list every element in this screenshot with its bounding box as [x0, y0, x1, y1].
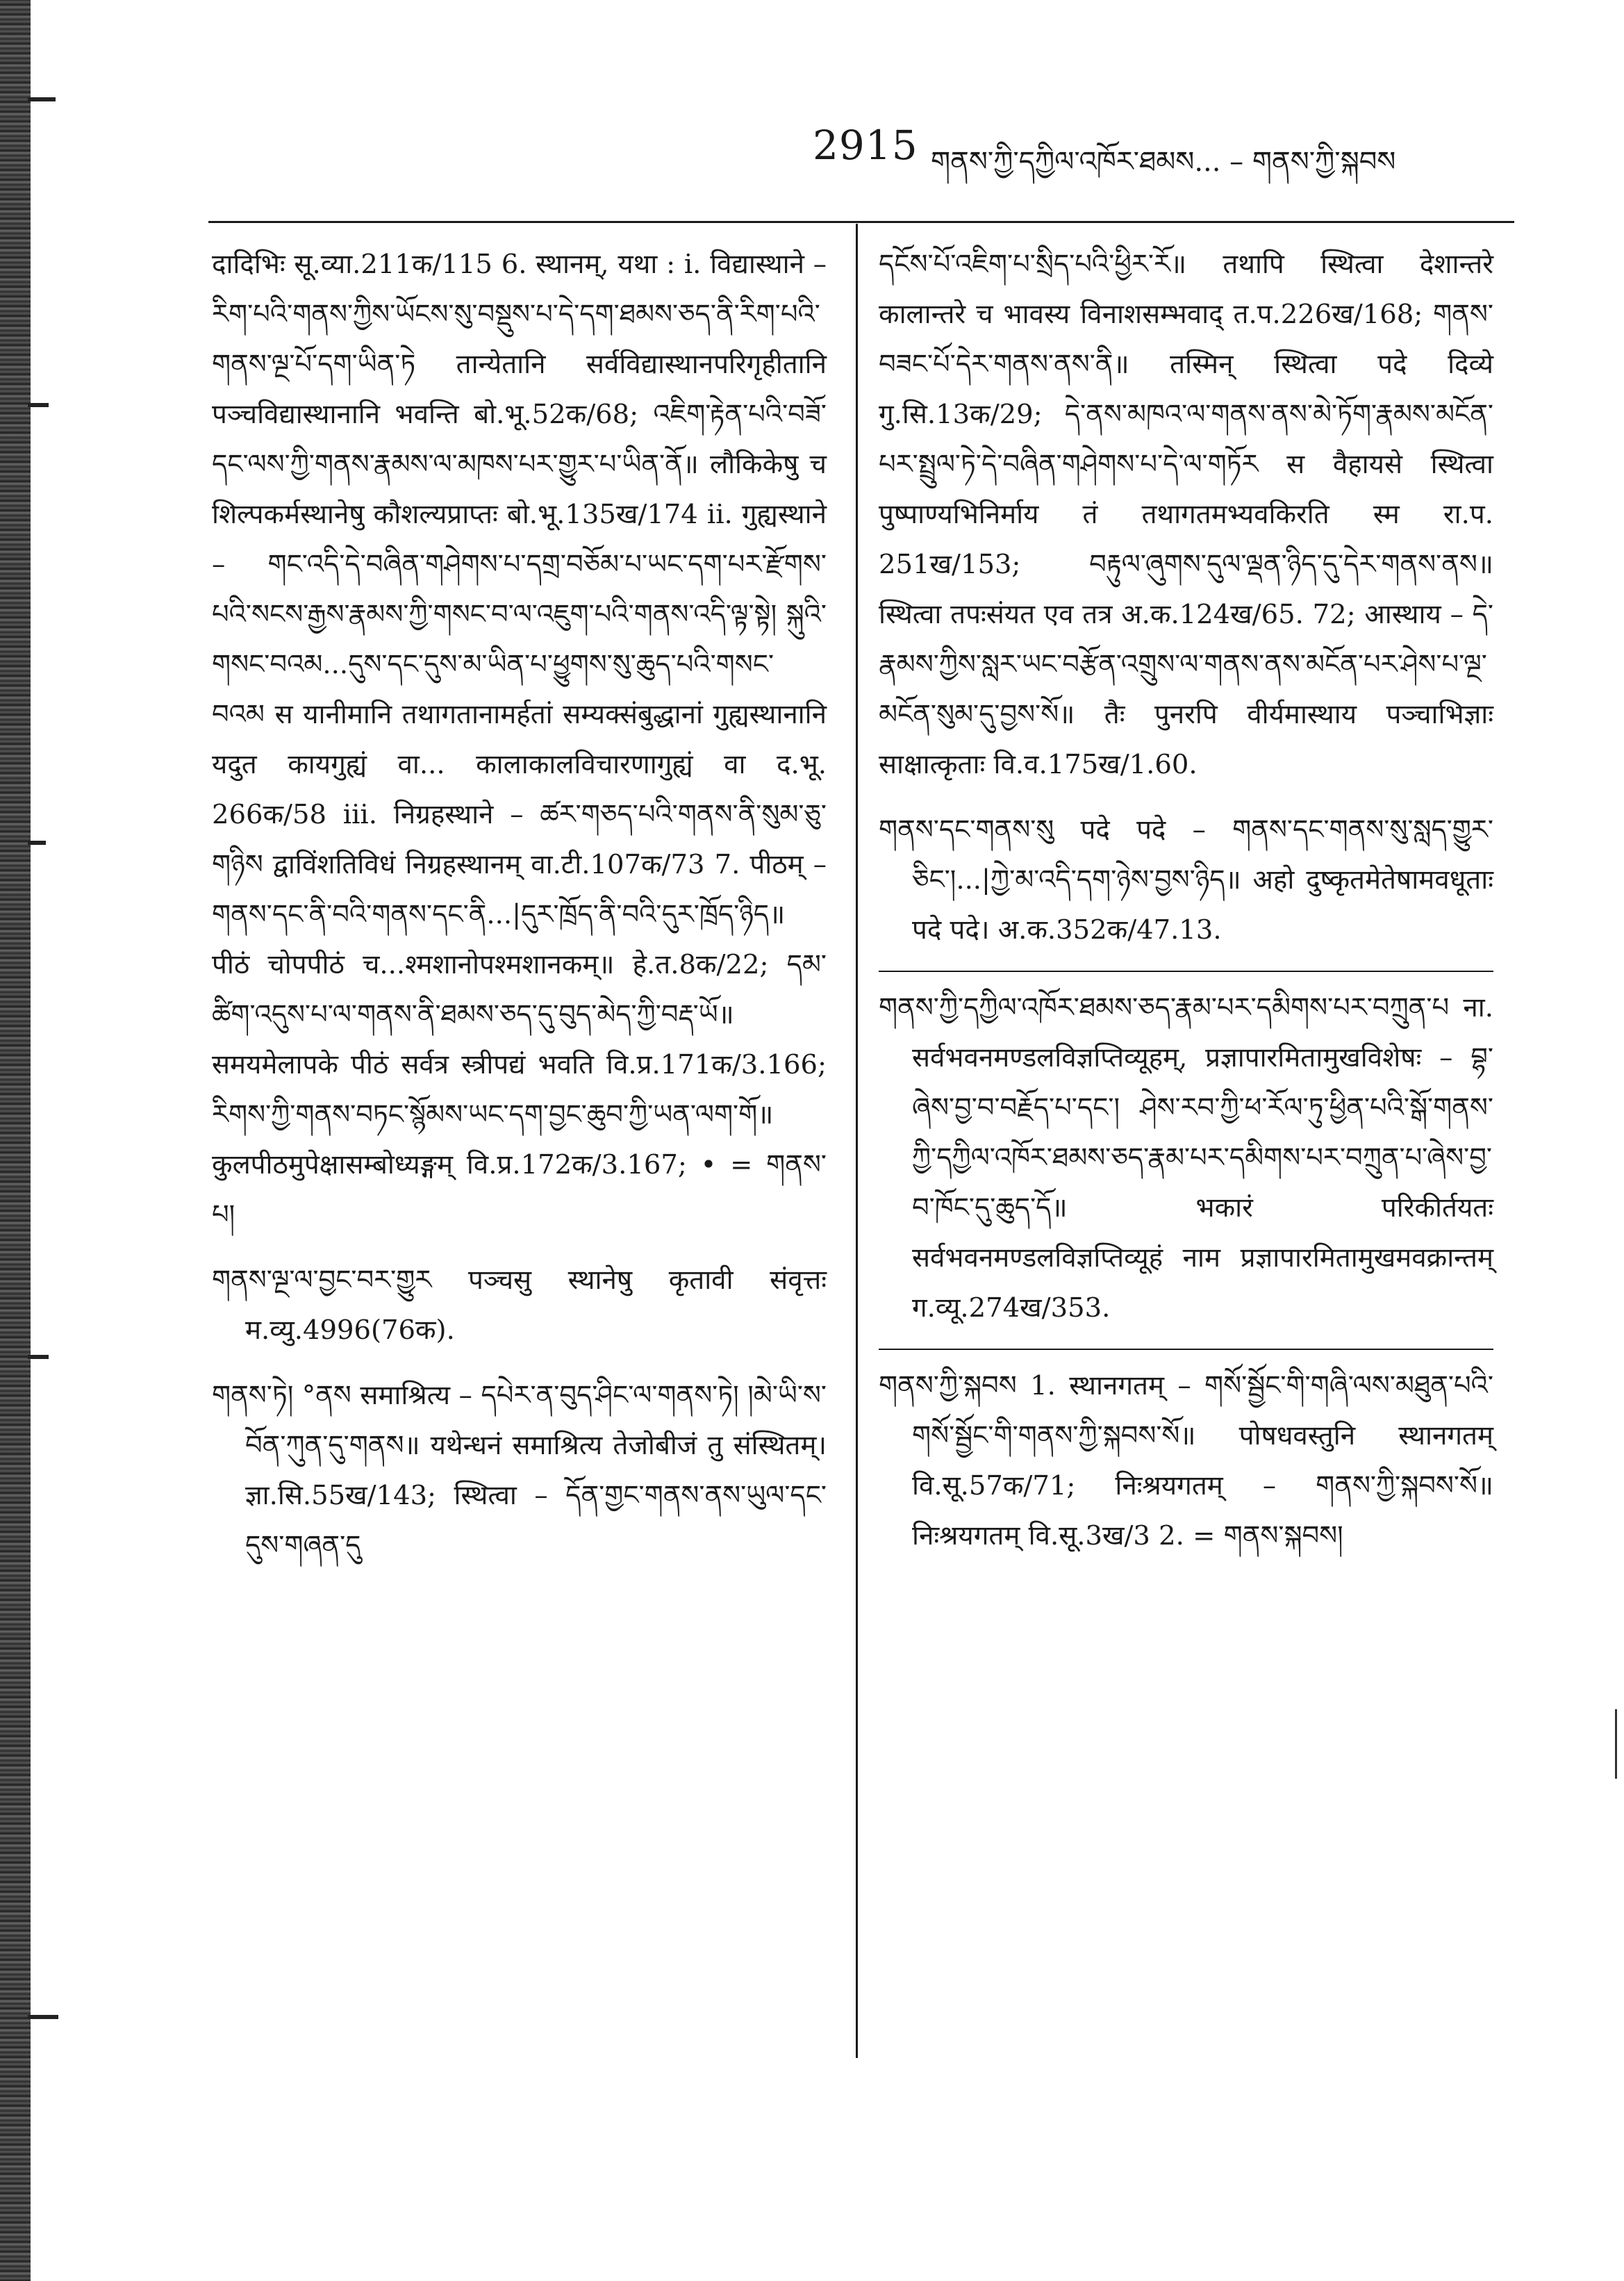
- edge-mark: [1615, 1709, 1617, 1779]
- running-head: གནས་ཀྱི་དཀྱིལ་འཁོར་ཐམས... – གནས་ཀྱི་སྐབས: [931, 146, 1396, 178]
- entry-gnas-te: གནས་ཏེ། °ནས समाश्रित्य – དཔེར་ན་བུད་ཤིང་ལ་གནས་ཏེ། །མེ་ཡི་ས་བོན་ཀུན་དུ་གནས॥ यथेन्धनं समाश्रित्य तेजोबीजं तु संस्थितम्। ज्ञा.सि.55ख/143; स्थित्वा – དོན་གྱང་གནས་ནས་ཡུལ་དང་དུས་གཞན་དུ: [212, 1380, 827, 1561]
- page-number: 2915: [813, 122, 918, 169]
- entry-continued-right: དངོས་པོ་འཇིག་པ་སྲིད་པའི་ཕྱིར་རོ॥ तथापि स्थित्वा देशान्तरे कालान्तरे च भावस्य विनाशसम्भवाद् त.प.226ख/168; གནས་བཟང་པོ་དེར་གནས་ནས་ནི॥ तस्मिन् स्थित्वा पदे दिव्ये गु.सि.13क/29; དེ་ནས་མཁའ་ལ་གནས་ནས་མེ་ཏོག་རྣམས་མངོན་པར་སྤྲུལ་ཏེ་དེ་བཞིན་གཤེགས་པ་དེ་ལ་གཏོར स वैहायसे स्थित्वा पुष्पाण्यभिनिर्माय तं तथागतमभ्यवकिरति स्म रा.प. 251ख/153; བརྟུལ་ཞུགས་དུལ་ལྡན་ཉིད་དུ་དེར་གནས་ནས॥ स्थित्वा तपःसंयत एव तत्र अ.क.124ख/65. 72; आस्थाय – དེ་རྣམས་ཀྱིས་སླར་ཡང་བརྩོན་འགྲུས་ལ་གནས་ནས་མངོན་པར་ཤེས་པ་ལྔ་མངོན་སུམ་དུ་བྱས་སོ॥ तैः पुनरपि वीर्यमास्थाय पञ्चाभिज्ञाः साक्षात्कृताः वि.व.175ख/1.60.: [879, 249, 1493, 780]
- entry-gnas-lnga: གནས་ལྔ་ལ་བྱང་བར་གྱུར पञ्चसु स्थानेषु कृतावी संवृत्तः म.व्यु.4996(76क).: [212, 1265, 827, 1346]
- entry-dkyil-khor: གནས་ཀྱི་དཀྱིལ་འཁོར་ཐམས་ཅད་རྣམ་པར་དམིགས་པར་བཀྲུན་པ ना. सर्वभवनमण्डलविज्ञप्तिव्यूहम्, प्रज्ञापारमितामुखविशेषः – བྷ་ཞེས་བྱ་བ་བརྗོད་པ་དང་། ཤེས་རབ་ཀྱི་ཕ་རོལ་ཏུ་ཕྱིན་པའི་སྒོ་གནས་ཀྱི་དཀྱིལ་འཁོར་ཐམས་ཅད་རྣམ་པར་དམིགས་པར་བཀྲུན་པ་ཞེས་བྱ་བ་ཁོང་དུ་ཆུད་དོ॥ भकारं परिकीर्तयतः सर्वभवनमण्डलविज्ञप्तिव्यूहं नाम प्रज्ञापारमितामुखमवक्रान्तम् ग.व्यू.274ख/353.: [879, 971, 1493, 1333]
- right-column: [879, 240, 1493, 1576]
- entry-gnas-kyi-skabs: གནས་ཀྱི་སྐབས 1. स्थानगतम् – གསོ་སྦྱོང་གི་གཞི་ལས་མཐུན་པའི་གསོ་སྦྱོང་གི་གནས་ཀྱི་སྐབས་སོ॥ पोषधवस्तुनि स्थानगतम् वि.सू.57क/71; निःश्रयगतम् – གནས་ཀྱི་སྐབས་སོ॥ निःश्रयगतम् वि.सू.3ख/3 2. = གནས་སྐབས།: [879, 1349, 1493, 1561]
- page-header: [208, 122, 1514, 177]
- header-rule: [208, 221, 1514, 223]
- entry-gnas-dang-gnas-su: གནས་དང་གནས་སུ पदे पदे – གནས་དང་གནས་སུ་སླད་གྱུར་ཅིང་།...|ཀྱེ་མ་འདི་དག་ཉེས་བྱས་ཉིད॥ अहो दुष्कृतमेतेषामवधूताः पदे पदे। अ.क.352क/47.13.: [879, 814, 1493, 946]
- column-divider: [856, 224, 858, 2058]
- book-spine-edge: [0, 0, 31, 2281]
- left-column: [212, 240, 827, 1586]
- entry-continued: दादिभिः सू.व्या.211क/115 6. स्थानम्, यथा : i. विद्यास्थाने – རིག་པའི་གནས་ཀྱིས་ཡོངས་སུ་བསྡུས་པ་དེ་དག་ཐམས་ཅད་ནི་རིག་པའི་གནས་ལྔ་པོ་དག་ཡིན་ཏེ तान्येतानि सर्वविद्यास्थानपरिगृहीतानि पञ्चविद्यास्थानानि भवन्ति बो.भू.52क/68; འཇིག་རྟེན་པའི་བཟོ་དང་ལས་ཀྱི་གནས་རྣམས་ལ་མཁས་པར་གྱུར་པ་ཡིན་ནོ॥ लौकिकेषु च शिल्पकर्मस्थानेषु कौशल्यप्राप्तः बो.भू.135ख/174 ii. गुह्यस्थाने – གང་འདི་དེ་བཞིན་གཤེགས་པ་དགྲ་བཅོམ་པ་ཡང་དག་པར་རྫོགས་པའི་སངས་རྒྱས་རྣམས་ཀྱི་གསང་བ་ལ་འཇུག་པའི་གནས་འདི་ལྟ་སྟེ། སྐུའི་གསང་བའམ...དུས་དང་དུས་མ་ཡིན་པ་ཕྱུགས་སུ་ཆུད་པའི་གསང་བའམ स यानीमानि तथागतानामर्हतां सम्यक्संबुद्धानां गुह्यस्थानानि यदुत कायगुह्यं वा... कालाकालविचारणागुह्यं वा द.भू. 266क/58 iii. निग्रहस्थाने – ཚར་གཅད་པའི་གནས་ནི་སུམ་ཅུ་གཉིས द्वाविंशतिविधं निग्रहस्थानम् वा.टी.107क/73 7. पीठम् – གནས་དང་ནི་བའི་གནས་དང་ནི...|དུར་ཁྲོད་ནི་བའི་དུར་ཁྲོད་ཉིད॥ पीठं चोपपीठं च...श्मशानोपश्मशानकम्॥ हे.त.8क/22; དམ་ཚིག་འདུས་པ་ལ་གནས་ནི་ཐམས་ཅད་དུ་བུད་མེད་ཀྱི་བརྡ་ཡོ॥ समयमेलापके पीठं सर्वत्र स्त्रीपद्यं भवति वि.प्र.171क/3.166; རིགས་ཀྱི་གནས་བཏང་སྙོམས་ཡང་དག་བྱང་ཆུབ་ཀྱི་ཡན་ལག་གོ॥ कुलपीठमुपेक्षासम्बोध्यङ्गम् वि.प्र.172क/3.167; • = གནས་པ།: [212, 249, 827, 1230]
